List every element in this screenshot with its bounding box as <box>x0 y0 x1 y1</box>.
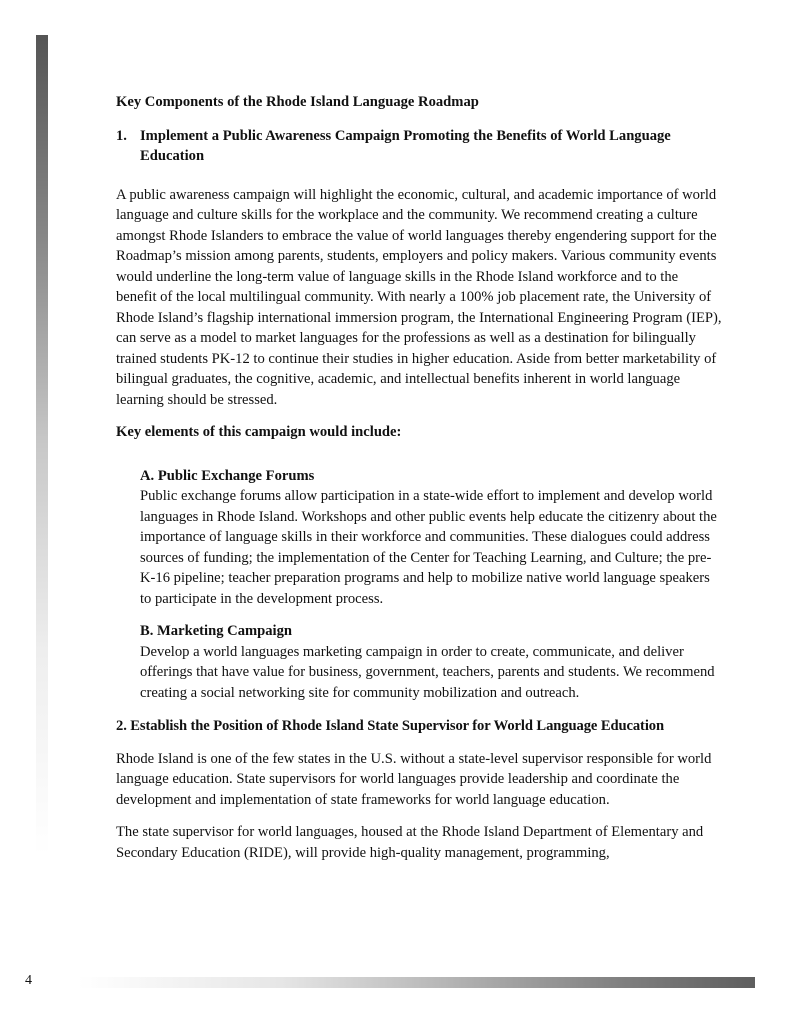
element-text: Develop a world languages marketing campaign in order to create, communicate, and deliver offerings that have value for business, government, teachers, parents and students. We recommend creating a social networking site for community mobilization and outreach. <box>140 643 715 701</box>
bottom-decorative-bar <box>78 977 755 988</box>
key-elements-label: Key elements of this campaign would include: <box>116 424 402 440</box>
section-1-number: 1. <box>116 127 127 144</box>
page-number: 4 <box>25 973 32 988</box>
section-1-paragraph: A public awareness campaign will highlight the economic, cultural, and academic importance of world language and culture skills for the workplace and the community. We recommend creating a culture amongst Rhode Islanders to embrace the value of world languages thereby engendering support for the Roadmap’s mission among parents, students, employers and policy makers. Various community events would underline the long-term value of language skills in the Rhode Island workforce and to the benefit of the local multilingual community. With nearly a 100% job placement rate, the University of Rhode Island’s flagship international immersion program, the International Engineering Program (IEP), can serve as a model to market languages for the professions as well as a destination for bilingually trained students PK-12 to continue their studies in higher education. Aside from better marketability of bilingual graduates, the cognitive, academic, and intellectual benefits inherent in world language learning should be stressed. <box>116 186 722 408</box>
element-public-exchange-forums <box>140 466 722 610</box>
section-2-paragraph: Rhode Island is one of the few states in the U.S. without a state-level supervisor responsible for world language education. State supervisors for world languages provide leadership and coordinate the development and implementation of state frameworks for world language education. <box>116 750 712 808</box>
document-body <box>116 92 722 863</box>
section-1-heading-text: Implement a Public Awareness Campaign Promoting the Benefits of World Language Education <box>140 127 671 164</box>
document-title: Key Components of the Rhode Island Language Roadmap <box>116 94 479 110</box>
element-title: B. Marketing Campaign <box>140 623 293 639</box>
element-title: A. Public Exchange Forums <box>140 467 315 484</box>
section-1-heading <box>116 126 722 167</box>
section-2-heading: 2. Establish the Position of Rhode Island State Supervisor for World Language Education <box>116 718 664 734</box>
element-text: Public exchange forums allow participation in a state-wide effort to implement and develop world languages in Rhode Island. Workshops and other public events help educate the citizenry about the importance of language skills in their workforce and communities. These dialogues could address sources of funding; the implementation of the Center for Teaching Learning, and Culture; the pre-K-16 pipeline; teacher preparation programs and help to mobilize native world language speakers to participate in the development process. <box>140 488 717 607</box>
section-2-paragraph: The state supervisor for world languages, housed at the Rhode Island Department of Elementary and Secondary Education (RIDE), will provide high-quality management, programming, <box>116 824 704 861</box>
element-marketing-campaign <box>140 621 722 703</box>
left-decorative-bar <box>36 35 48 855</box>
